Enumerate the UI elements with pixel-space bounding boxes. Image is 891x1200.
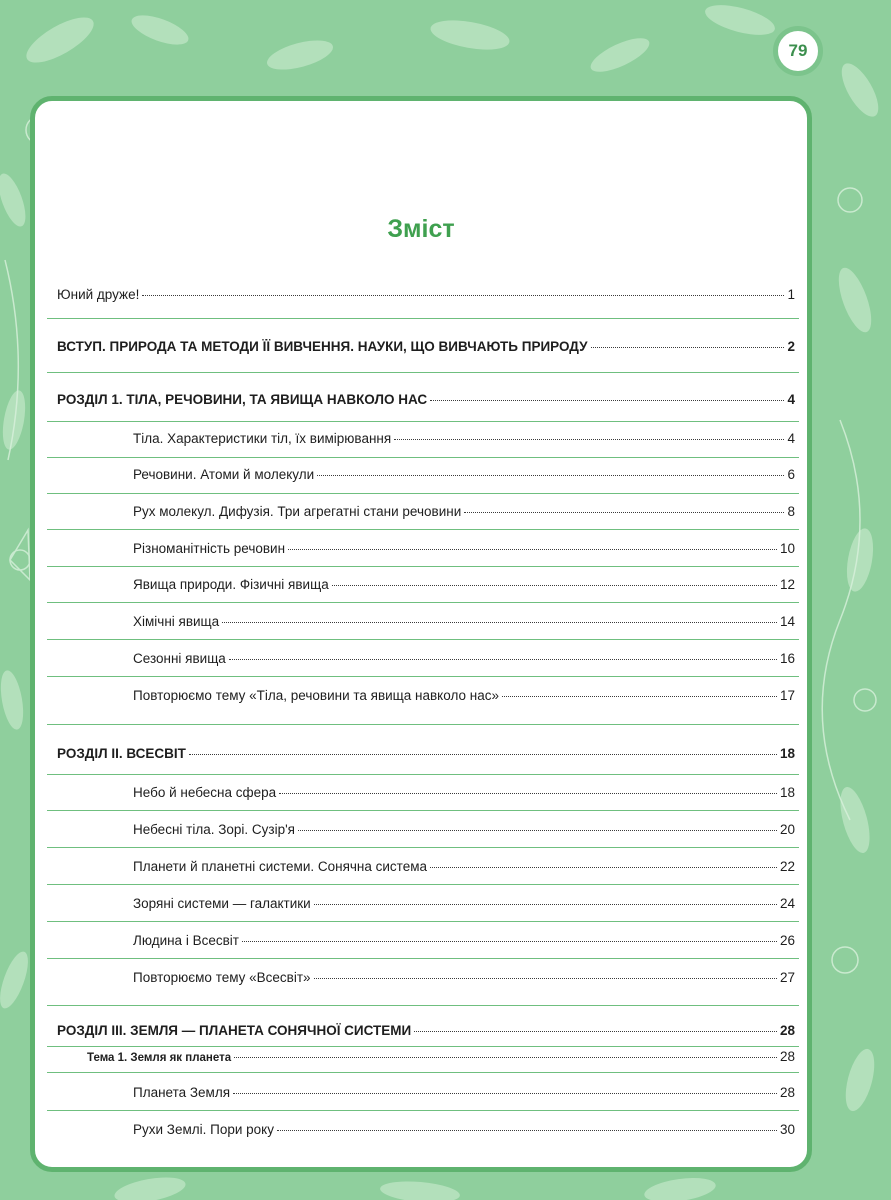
- dot-leader: [314, 978, 777, 979]
- toc-entry[interactable]: [57, 339, 795, 357]
- toc-entry-text: Повторюємо тему «Всесвіт»: [133, 970, 311, 985]
- separator-line: [47, 724, 799, 725]
- dot-leader: [288, 549, 777, 550]
- dot-leader: [222, 622, 777, 623]
- toc-entry-text: Людина і Всесвіт: [133, 933, 239, 948]
- separator-line: [47, 372, 799, 373]
- separator-line: [47, 639, 799, 640]
- toc-entry-text: РОЗДІЛ 1. ТІЛА, РЕЧОВИНИ, ТА ЯВИЩА НАВКОЛО НАС: [57, 392, 428, 407]
- toc-entry-page: 12: [779, 577, 795, 592]
- toc-entry-text: Тіла. Характеристики тіл, їх вимірювання: [133, 431, 392, 446]
- toc-entry-text: Планета Земля: [133, 1085, 231, 1100]
- toc-entry-page: 10: [779, 541, 795, 556]
- dot-leader: [502, 696, 777, 697]
- dot-leader: [298, 830, 777, 831]
- dot-leader: [317, 475, 784, 476]
- separator-line: [47, 884, 799, 885]
- dot-leader: [142, 295, 784, 296]
- toc-entry-text: Речовини. Атоми й молекули: [133, 467, 315, 482]
- dot-leader: [414, 1031, 777, 1032]
- toc-entry-text: Зоряні системи — галактики: [133, 896, 311, 911]
- toc-entry-text: Небо й небесна сфера: [133, 785, 277, 800]
- toc-entry[interactable]: [57, 1023, 795, 1041]
- separator-line: [47, 457, 799, 458]
- toc-entry-text: Юний друже!: [57, 287, 140, 302]
- dot-leader: [277, 1130, 777, 1131]
- dot-leader: [242, 941, 777, 942]
- separator-line: [47, 566, 799, 567]
- toc-entry-page: 30: [779, 1122, 795, 1137]
- page-number-badge: [773, 26, 823, 76]
- dot-leader: [189, 754, 777, 755]
- toc-entry-page: 28: [779, 1023, 795, 1038]
- toc-entry[interactable]: [133, 822, 795, 840]
- toc-entry[interactable]: [133, 688, 795, 706]
- toc-entry-text: Сезонні явища: [133, 651, 226, 666]
- toc-entry-page: 18: [779, 785, 795, 800]
- toc-entry[interactable]: [133, 504, 795, 522]
- toc-entry-text: Тема 1. Земля як планета: [87, 1052, 232, 1064]
- dot-leader: [591, 347, 785, 348]
- toc-entry-page: 4: [787, 431, 795, 446]
- toc-entry-text: Повторюємо тему «Тіла, речовини та явища навколо нас»: [133, 688, 499, 703]
- toc-entry[interactable]: [133, 970, 795, 988]
- toc-entry-page: 8: [787, 504, 795, 519]
- toc-entry-page: 28: [779, 1049, 795, 1064]
- dot-leader: [234, 1057, 777, 1058]
- toc-entry[interactable]: [133, 1085, 795, 1103]
- toc-entry-page: 27: [779, 970, 795, 985]
- separator-line: [47, 602, 799, 603]
- toc-entry[interactable]: [133, 1122, 795, 1140]
- separator-line: [47, 810, 799, 811]
- toc-entry[interactable]: [57, 392, 795, 410]
- toc-entry[interactable]: [133, 467, 795, 485]
- toc-entry-page: 6: [787, 467, 795, 482]
- dot-leader: [229, 659, 777, 660]
- toc-entry-page: 22: [779, 859, 795, 874]
- toc-entry[interactable]: [133, 896, 795, 914]
- toc-entry-page: 26: [779, 933, 795, 948]
- toc-panel: [30, 96, 812, 1172]
- separator-line: [47, 1046, 799, 1047]
- toc-entry[interactable]: [133, 431, 795, 449]
- toc-entry-page: 2: [787, 339, 795, 354]
- toc-entry[interactable]: [133, 785, 795, 803]
- toc-entry[interactable]: [133, 859, 795, 877]
- separator-line: [47, 676, 799, 677]
- dot-leader: [314, 904, 777, 905]
- dot-leader: [394, 439, 784, 440]
- separator-line: [47, 529, 799, 530]
- toc-entry-text: Хімічні явища: [133, 614, 220, 629]
- separator-line: [47, 421, 799, 422]
- toc-entry-text: РОЗДІЛ ІІІ. ЗЕМЛЯ — ПЛАНЕТА СОНЯЧНОЇ СИСТЕМИ: [57, 1023, 412, 1038]
- toc-entry-page: 1: [787, 287, 795, 302]
- dot-leader: [332, 585, 777, 586]
- separator-line: [47, 318, 799, 319]
- separator-line: [47, 847, 799, 848]
- page-title: Зміст: [387, 215, 455, 243]
- toc-entry-text: Планети й планетні системи. Сонячна система: [133, 859, 428, 874]
- toc-entry-page: 4: [787, 392, 795, 407]
- toc-entry-page: 16: [779, 651, 795, 666]
- toc-entry-text: ВСТУП. ПРИРОДА ТА МЕТОДИ ЇЇ ВИВЧЕННЯ. НАУКИ, ЩО ВИВЧАЮТЬ ПРИРОДУ: [57, 339, 588, 354]
- toc-entry-text: Небесні тіла. Зорі. Сузір'я: [133, 822, 295, 837]
- toc-entry[interactable]: [133, 614, 795, 632]
- toc-entry[interactable]: [57, 287, 795, 305]
- toc-entry-page: 24: [779, 896, 795, 911]
- toc-entry[interactable]: [133, 577, 795, 595]
- toc-entry-page: 18: [779, 746, 795, 761]
- toc-entry-text: Різноманітність речовин: [133, 541, 286, 556]
- toc-entry-text: РОЗДІЛ ІІ. ВСЕСВІТ: [57, 746, 186, 761]
- separator-line: [47, 1005, 799, 1006]
- toc-entry-page: 17: [779, 688, 795, 703]
- toc-entry-page: 14: [779, 614, 795, 629]
- toc-entry-page: 28: [779, 1085, 795, 1100]
- toc-entry-text: Явища природи. Фізичні явища: [133, 577, 329, 592]
- separator-line: [47, 958, 799, 959]
- toc-entry[interactable]: [133, 933, 795, 951]
- separator-line: [47, 1110, 799, 1111]
- dot-leader: [279, 793, 777, 794]
- dot-leader: [233, 1093, 777, 1094]
- toc-entry[interactable]: [57, 746, 795, 764]
- separator-line: [47, 1072, 799, 1073]
- dot-leader: [464, 512, 784, 513]
- toc-entry-text: Рух молекул. Дифузія. Три агрегатні стани речовини: [133, 504, 462, 519]
- separator-line: [47, 493, 799, 494]
- separator-line: [47, 774, 799, 775]
- toc-entry[interactable]: [133, 541, 795, 559]
- toc-entry[interactable]: [87, 1049, 795, 1067]
- toc-entry-page: 20: [779, 822, 795, 837]
- dot-leader: [430, 867, 777, 868]
- separator-line: [47, 921, 799, 922]
- toc-entry-text: Рухи Землі. Пори року: [133, 1122, 274, 1137]
- page-number: 79: [788, 41, 808, 60]
- toc-entry[interactable]: [133, 651, 795, 669]
- dot-leader: [430, 400, 784, 401]
